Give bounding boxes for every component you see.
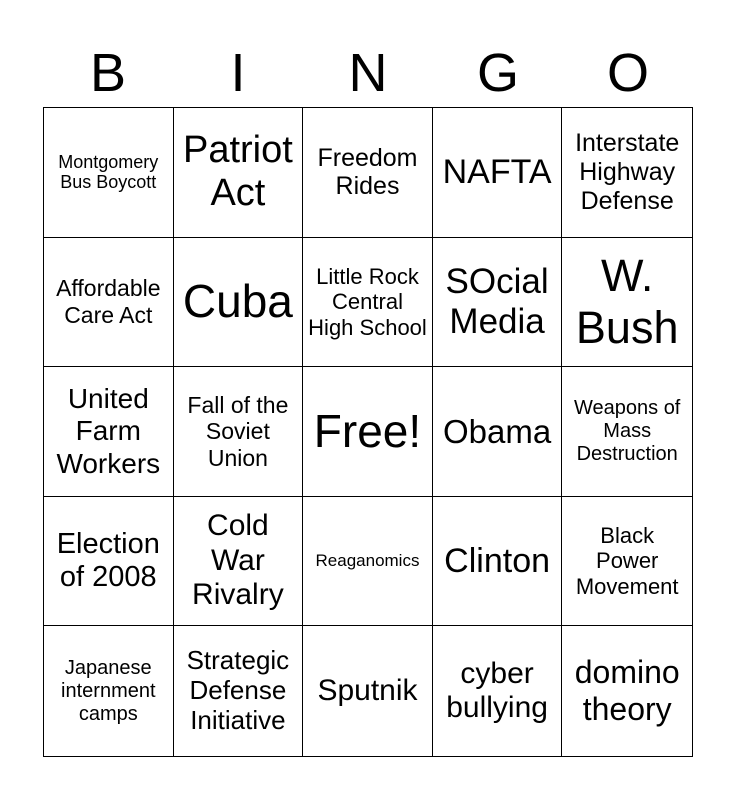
bingo-cell-text: Montgomery Bus Boycott — [58, 151, 159, 193]
bingo-cell-text: Strategic Defense Initiative — [186, 645, 290, 736]
bingo-cell-r4-c2 — [174, 497, 304, 627]
bingo-cell-text: domino theory — [574, 654, 680, 728]
bingo-cell-r4-c4 — [433, 497, 563, 627]
bingo-cell-text: Sputnik — [317, 673, 418, 707]
bingo-cell-r4-c3 — [303, 497, 433, 627]
bingo-cell-r2-c4 — [433, 238, 563, 368]
bingo-cell-r4-c5 — [562, 497, 692, 627]
bingo-cell-r1-c3 — [303, 108, 433, 238]
bingo-cell-r5-c3 — [303, 626, 433, 756]
bingo-cell-r5-c2 — [174, 626, 304, 756]
bingo-cell-r2-c2 — [174, 238, 304, 368]
bingo-cell-r2-c5 — [562, 238, 692, 368]
bingo-cell-text: Cold War Rivalry — [192, 509, 284, 612]
bingo-cell-text: Japanese internment camps — [61, 656, 156, 725]
bingo-cell-text: Obama — [442, 412, 552, 450]
bingo-cell-text: Freedom Rides — [317, 143, 418, 201]
bingo-cell-text: Affordable Care Act — [56, 275, 161, 328]
bingo-cell-text: Black Power Movement — [575, 523, 679, 599]
bingo-cell-r2-c1 — [44, 238, 174, 368]
bingo-cell-r3-c1 — [44, 367, 174, 497]
bingo-cell-r3-c4 — [433, 367, 563, 497]
bingo-cell-r5-c4 — [433, 626, 563, 756]
bingo-cell-text: W. Bush — [575, 250, 679, 353]
bingo-cell-text: Clinton — [444, 541, 551, 580]
bingo-cell-text: Weapons of Mass Destruction — [574, 396, 681, 465]
bingo-cell-r1-c5 — [562, 108, 692, 238]
bingo-cell-r3-c5 — [562, 367, 692, 497]
header-letter-n: N — [348, 43, 388, 103]
header-letter-b: B — [89, 43, 127, 103]
bingo-cell-text: Interstate Highway Defense — [575, 129, 680, 215]
bingo-cell-text: Reaganomics — [315, 551, 420, 571]
bingo-cell-text: Cuba — [182, 275, 293, 328]
bingo-cell-r1-c1 — [44, 108, 174, 238]
bingo-cell-text: Little Rock Central High School — [308, 263, 427, 340]
bingo-cell-text: United Farm Workers — [56, 383, 161, 479]
bingo-cell-text: Free! — [313, 405, 422, 458]
header-letter-g: G — [476, 43, 519, 103]
bingo-cell-text: NAFTA — [442, 152, 552, 191]
header-letter-i: I — [230, 43, 246, 103]
bingo-cell-r1-c2 — [174, 108, 304, 238]
bingo-cell-text: Fall of the Soviet Union — [187, 391, 289, 471]
bingo-cell-r3-c2 — [174, 367, 304, 497]
bingo-header — [43, 40, 693, 106]
bingo-cell-r4-c1 — [44, 497, 174, 627]
bingo-cell-text: Election of 2008 — [56, 527, 160, 594]
bingo-cell-r2-c3 — [303, 238, 433, 368]
bingo-cell-r5-c1 — [44, 626, 174, 756]
bingo-cell-text: cyber bullying — [446, 656, 548, 725]
bingo-cell-r1-c4 — [433, 108, 563, 238]
header-letter-o: O — [606, 43, 649, 103]
bingo-cell-text: SOcial Media — [445, 261, 549, 341]
bingo-cell-r5-c5 — [562, 626, 692, 756]
bingo-board — [43, 107, 693, 757]
bingo-cell-text: Patriot Act — [182, 128, 293, 215]
bingo-cell-r3-c3 — [303, 367, 433, 497]
